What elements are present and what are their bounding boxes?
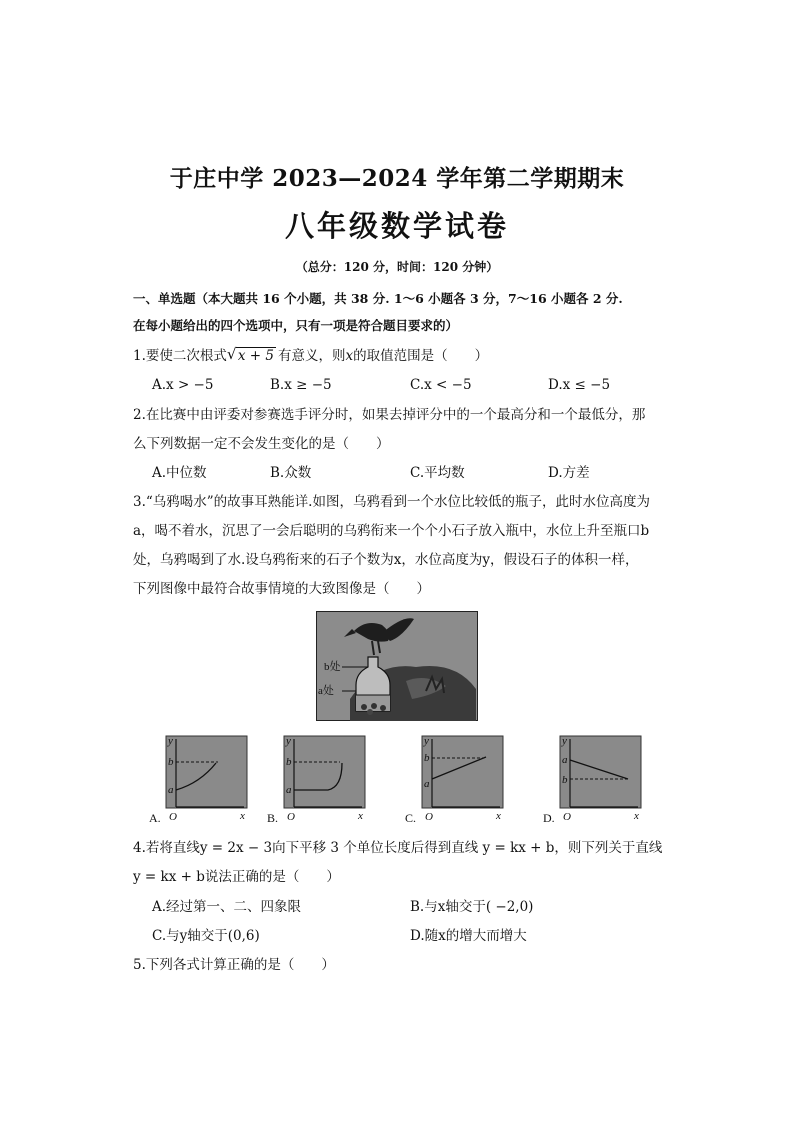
q2-option-c[interactable]: C.平均数 (410, 465, 465, 481)
graph-d-option-label: D. (543, 811, 555, 825)
graph-b-option-label: B. (267, 811, 279, 825)
svg-text:x: x (496, 810, 501, 822)
graph-option-a[interactable] (148, 735, 250, 825)
svg-text:b: b (168, 756, 174, 768)
graph-option-b[interactable] (266, 735, 368, 825)
graph-option-d[interactable] (542, 735, 644, 825)
q1-suffix: 有意义，则 (278, 348, 346, 364)
svg-text:a: a (424, 778, 430, 790)
q1-variable: x (345, 348, 354, 364)
svg-text:b: b (286, 756, 292, 768)
exam-title: 八年级数学试卷 (284, 209, 509, 243)
q1-option-c[interactable]: C.x < −5 (410, 377, 472, 393)
label-a-position: a处 (318, 685, 334, 697)
svg-text:O: O (287, 811, 295, 823)
square-root-expression: √ x + 5 (226, 345, 274, 364)
graph-option-c[interactable] (404, 735, 506, 825)
svg-text:a: a (562, 754, 568, 766)
q2-option-b[interactable]: B.众数 (270, 465, 312, 481)
question-2-line1: 2.在比赛中由评委对参赛选手评分时，如果去掉评分中的一个最高分和一个最低分，那 (133, 407, 646, 423)
q1-prefix: 1.要使二次根式 (133, 348, 227, 364)
q4-option-d[interactable]: D.随x的增大而增大 (410, 928, 527, 944)
exam-school-title: 于庄中学 2023—2024 学年第二学期期末 (169, 165, 625, 192)
question-3-line3: 处，乌鸦喝到了水.设乌鸦衔来的石子个数为x，水位高度为y，假设石子的体积一样， (133, 552, 639, 568)
question-4-line1: 4.若将直线y = 2x − 3向下平移 3 个单位长度后得到直线 y = kx + b，则下列关于直线 (133, 840, 663, 856)
question-3-line1: 3.“乌鸦喝水”的故事耳熟能详.如图，乌鸦看到一个水位比较低的瓶子，此时水位高度为 (133, 494, 650, 510)
q1-option-d[interactable]: D.x ≤ −5 (548, 377, 611, 393)
q4-option-a[interactable]: A.经过第一、二、四象限 (152, 899, 302, 915)
q1-suffix2: 的取值范围是（ ） (353, 348, 489, 364)
question-5-line1: 5.下列各式计算正确的是（ ） (133, 957, 335, 973)
svg-text:y: y (424, 735, 429, 747)
q2-option-d[interactable]: D.方差 (548, 465, 590, 481)
question-2-line2: 么下列数据一定不会发生变化的是（ ） (133, 436, 390, 452)
exam-score-time: （总分：120 分，时间：120 分钟） (295, 260, 499, 274)
q1-radicand: x + 5 (237, 348, 274, 364)
graph-a-option-label: A. (149, 811, 161, 825)
svg-text:x: x (358, 810, 363, 822)
question-1 (133, 346, 488, 366)
svg-text:y: y (286, 735, 291, 747)
svg-text:b: b (424, 752, 430, 764)
svg-text:x: x (634, 810, 639, 822)
question-3-line2: a，喝不着水，沉思了一会后聪明的乌鸦衔来一个个小石子放入瓶中，水位上升至瓶口b (133, 523, 650, 539)
section-heading-line1: 一、单选题（本大题共 16 个小题，共 38 分. 1～6 小题各 3 分，7～16 小题各 2 分. (133, 291, 623, 306)
crow-and-bottle-illustration (316, 611, 478, 721)
svg-text:a: a (168, 784, 174, 796)
label-b-position: b处 (324, 661, 341, 673)
q4-option-c[interactable]: C.与y轴交于(0,6) (152, 928, 260, 944)
q4-option-b[interactable]: B.与x轴交于( −2,0) (410, 899, 534, 915)
svg-text:O: O (563, 811, 571, 823)
svg-text:y: y (168, 735, 173, 747)
svg-text:a: a (286, 784, 292, 796)
question-4-line2: y = kx + b说法正确的是（ ） (133, 869, 340, 885)
q1-option-a[interactable]: A.x > −5 (152, 377, 214, 393)
q2-option-a[interactable]: A.中位数 (152, 465, 207, 481)
svg-text:O: O (169, 811, 177, 823)
svg-text:b: b (562, 774, 568, 786)
svg-text:x: x (240, 810, 245, 822)
svg-text:O: O (425, 811, 433, 823)
q1-option-b[interactable]: B.x ≥ −5 (270, 377, 332, 393)
question-3-line4: 下列图像中最符合故事情境的大致图像是（ ） (133, 581, 430, 597)
section-heading-line2: 在每小题给出的四个选项中，只有一项是符合题目要求的） (133, 318, 459, 333)
svg-text:y: y (562, 735, 567, 747)
graph-c-option-label: C. (405, 811, 417, 825)
